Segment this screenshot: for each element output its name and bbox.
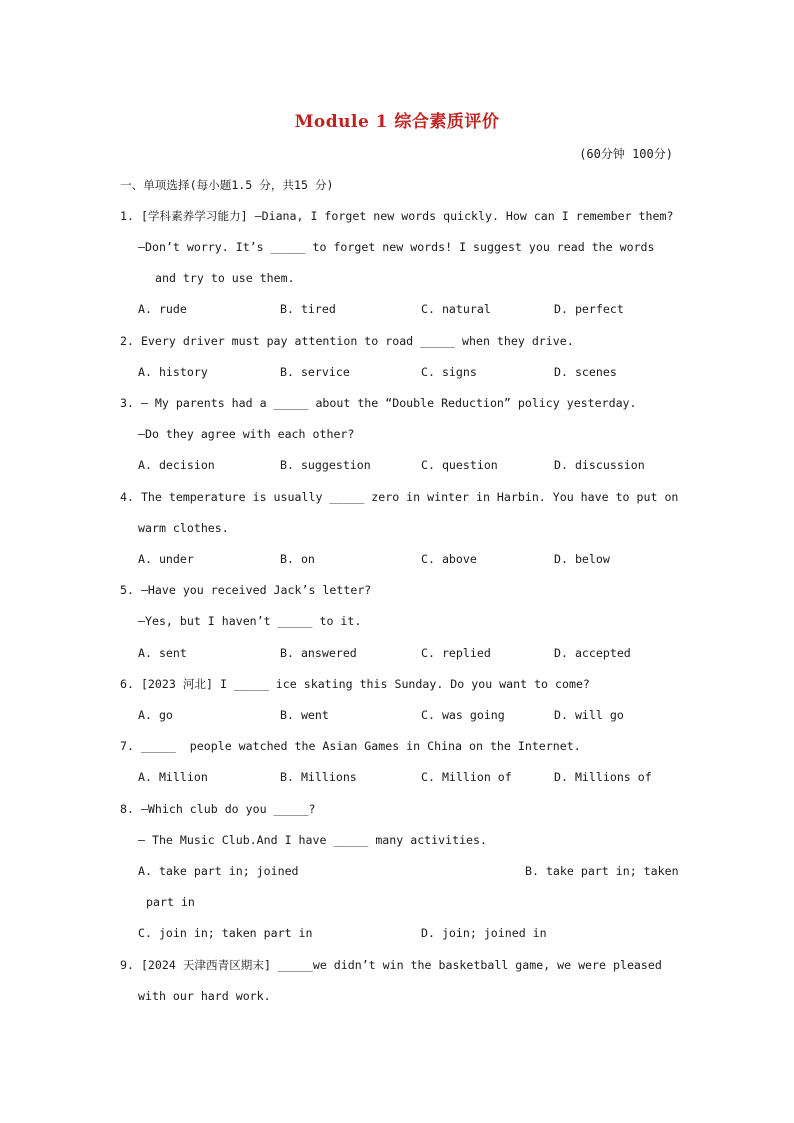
question-6-option-b: B. went xyxy=(280,708,329,722)
question-7-option-c: C. Million of xyxy=(421,770,512,784)
question-3-option-b: B. suggestion xyxy=(280,458,371,472)
question-6-option-d: D. will go xyxy=(554,708,624,722)
question-7-option-a: A. Million xyxy=(138,770,208,784)
question-4-line-2: warm clothes. xyxy=(138,521,229,535)
question-2-option-d: D. scenes xyxy=(554,365,617,379)
question-6-option-c: C. was going xyxy=(421,708,505,722)
question-3-option-a: A. decision xyxy=(138,458,215,472)
question-4-option-b: B. on xyxy=(280,552,315,566)
question-2-line-1: 2. Every driver must pay attention to road _____ when they drive. xyxy=(120,334,574,348)
question-3-option-d: D. discussion xyxy=(554,458,645,472)
question-6-option-a: A. go xyxy=(138,708,173,722)
question-9-line-2: with our hard work. xyxy=(138,989,271,1003)
question-1-option-b: B. tired xyxy=(280,302,336,316)
question-1-line-1: 1. [学科素养学习能力] —Diana, I forget new words quickly. How can I remember them? xyxy=(120,209,674,223)
question-4-line-1: 4. The temperature is usually _____ zero in winter in Harbin. You have to put on xyxy=(120,490,679,504)
page-title: Module 1 综合素质评价 xyxy=(294,112,500,132)
question-3-line-2: —Do they agree with each other? xyxy=(138,427,355,441)
question-1-line-2: —Don’t worry. It’s _____ to forget new words! I suggest you read the words xyxy=(138,240,655,254)
question-2-option-c: C. signs xyxy=(421,365,477,379)
question-1-option-a: A. rude xyxy=(138,302,187,316)
question-1-option-c: C. natural xyxy=(421,302,491,316)
question-5-option-d: D. accepted xyxy=(554,646,631,660)
question-5-line-2: —Yes, but I haven’t _____ to it. xyxy=(138,614,362,628)
question-8-option-c: C. join in; taken part in xyxy=(138,926,313,940)
question-8-option-b: B. take part in; taken xyxy=(525,864,679,878)
question-4-option-d: D. below xyxy=(554,552,610,566)
question-7-option-b: B. Millions xyxy=(280,770,357,784)
question-9-line-1: 9. [2024 天津西青区期末] _____we didn’t win the basketball game, we were pleased xyxy=(120,958,662,972)
question-5-line-1: 5. —Have you received Jack’s letter? xyxy=(120,583,372,597)
question-8-option-a: A. take part in; joined xyxy=(138,864,299,878)
question-6-line-1: 6. [2023 河北] I _____ ice skating this Sunday. Do you want to come? xyxy=(120,677,590,691)
question-5-option-c: C. replied xyxy=(421,646,491,660)
question-4-option-a: A. under xyxy=(138,552,194,566)
score-info: (60分钟 100分) xyxy=(579,147,673,161)
question-5-option-a: A. sent xyxy=(138,646,187,660)
question-2-option-b: B. service xyxy=(280,365,350,379)
question-2-option-a: A. history xyxy=(138,365,208,379)
question-4-option-c: C. above xyxy=(421,552,477,566)
question-8-option-d: D. join; joined in xyxy=(421,926,547,940)
question-3-line-1: 3. — My parents had a _____ about the “Double Reduction” policy yesterday. xyxy=(120,396,637,410)
question-1-option-d: D. perfect xyxy=(554,302,624,316)
question-7-line-1: 7. _____ people watched the Asian Games in China on the Internet. xyxy=(120,739,581,753)
question-1-line-3: and try to use them. xyxy=(155,271,295,285)
question-8-option-b-cont: part in xyxy=(146,895,195,909)
section-heading: 一、单项选择(每小题1.5 分，共15 分) xyxy=(120,178,334,192)
question-5-option-b: B. answered xyxy=(280,646,357,660)
question-7-option-d: D. Millions of xyxy=(554,770,652,784)
question-3-option-c: C. question xyxy=(421,458,498,472)
question-8-line-2: — The Music Club.And I have _____ many activities. xyxy=(138,833,488,847)
question-8-line-1: 8. —Which club do you _____? xyxy=(120,802,316,816)
